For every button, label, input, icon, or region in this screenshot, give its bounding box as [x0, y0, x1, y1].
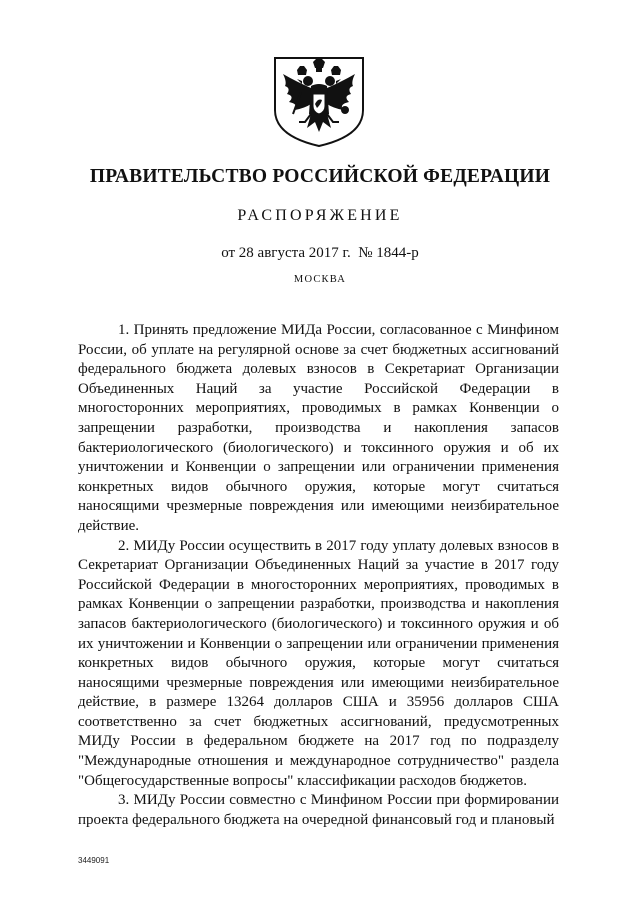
document-type: РАСПОРЯЖЕНИЕ: [237, 207, 403, 224]
date-number-text: от 28 августа 2017 г. № 1844-р: [221, 245, 419, 261]
document-date-number: [0, 245, 640, 262]
government-title: ПРАВИТЕЛЬСТВО РОССИЙСКОЙ ФЕДЕРАЦИИ: [89, 166, 551, 187]
city-name: МОСКВА: [293, 274, 347, 285]
russian-coat-of-arms-icon: [271, 52, 367, 148]
paragraph-2: 2. МИДу России осуществить в 2017 году уплату долевых взносов в Секретариат Организации Объединенных Наций за участие в 2017 году Российской Федерации в многосторонних мероприятиях, проводимых в рамках Конвенции о запрещении разработки, производства и накопления запасов бактериологического (биологического) и токсинного оружия и об их уничтожении и Конвенции о запрещении или ограничении применения конкретных видов обычного оружия, которые могут считаться наносящими чрезмерные повреждения или имеющими неизбирательное действие, в размере 13264 долларов США и 35956 долларов США соответственно за счет бюджетных ассигнований, предусмотренных МИДу России в федеральном бюджете на 2017 год по подразделу "Международные отношения и международное сотрудничество" раздела "Общегосударственные вопросы" классификации расходов бюджетов.: [78, 537, 559, 789]
paragraph-3: 3. МИДу России совместно с Минфином России при формировании проекта федерального бюджета на очередной финансовый год и плановый: [78, 792, 559, 828]
document-body: [78, 321, 559, 830]
paragraph-1: 1. Принять предложение МИДа России, согласованное с Минфином России, об уплате на регулярной основе за счет бюджетных ассигнований федерального бюджета долевых взносов в Секретариат Организации Объединенных Наций за участие Российской Федерации в многосторонних мероприятиях, проводимых в рамках Конвенции о запрещении разработки, производства и накопления запасов бактериологического (биологического) и токсинного оружия и об их уничтожении и Конвенции о запрещении или ограничении применения конкретных видов обычного оружия, которые могут считаться наносящими чрезмерные повреждения или имеющими неизбирательное действие.: [78, 322, 559, 534]
document-code: 3449091: [78, 856, 110, 865]
